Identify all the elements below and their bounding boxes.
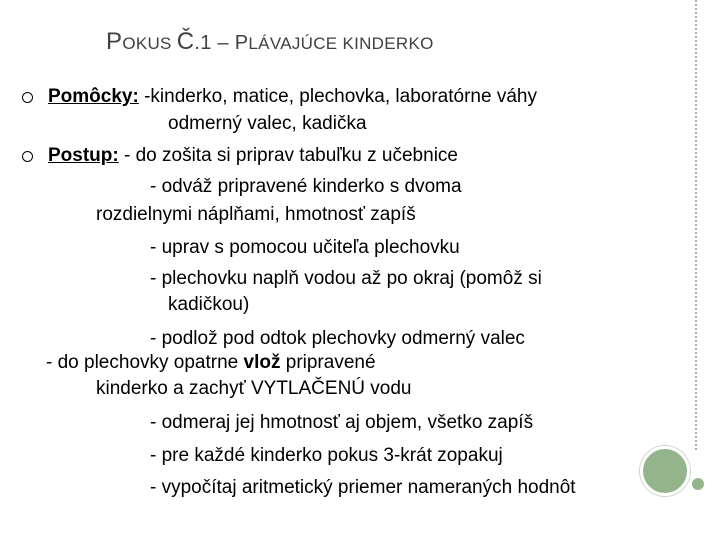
title-initial-3: P <box>234 32 249 54</box>
postup-step-2b: rozdielnymi náplňami, hmotnosť zapíš <box>96 204 416 225</box>
postup-step-4a: - plechovku naplň vodou až po okraj (pomôž si <box>150 268 542 289</box>
title-word-3: LÁVAJÚCE KINDERKO <box>248 34 434 53</box>
postup-step-1: - do zošita si priprav tabuľku z učebnice <box>118 145 458 166</box>
pomocky-line-2: odmerný valec, kadička <box>168 113 367 134</box>
postup-label: Postup: <box>48 145 119 166</box>
title-word-1: OKUS <box>122 34 177 53</box>
pomocky-label: Pomôcky: <box>48 86 139 107</box>
slide-title <box>106 28 434 56</box>
title-number: .1 – <box>194 32 235 54</box>
postup-step-6a-bold: vlož <box>243 352 281 373</box>
postup-step-9: - vypočítaj aritmetický priemer nameraných hodnôt <box>150 477 576 498</box>
pomocky-line-1 <box>48 86 537 108</box>
decorative-circle-large <box>640 446 690 496</box>
dotted-divider <box>695 0 697 450</box>
postup-step-8: - pre každé kinderko pokus 3-krát zopakuj <box>150 445 503 466</box>
title-initial-2: Č <box>176 28 195 55</box>
bullet-marker-pomocky <box>22 92 33 103</box>
pomocky-text-1: -kinderko, matice, plechovka, laboratórne váhy <box>138 86 537 107</box>
postup-step-6a-post: pripravené <box>280 352 376 373</box>
postup-step-6a <box>46 352 376 374</box>
postup-step-7: - odmeraj jej hmotnosť aj objem, všetko zapíš <box>150 412 534 433</box>
postup-step-3: - uprav s pomocou učiteľa plechovku <box>150 237 460 258</box>
postup-line-1 <box>48 145 458 167</box>
postup-step-6a-pre: - do plechovky opatrne <box>46 352 244 373</box>
postup-step-6b: kinderko a zachyť VYTLAČENÚ vodu <box>96 378 412 399</box>
postup-step-2a: - odváž pripravené kinderko s dvoma <box>150 176 462 197</box>
postup-step-5: - podlož pod odtok plechovky odmerný valec <box>150 328 525 349</box>
decorative-circle-small <box>692 478 704 490</box>
title-initial-1: P <box>106 28 123 55</box>
bullet-marker-postup <box>22 151 33 162</box>
postup-step-4b: kadičkou) <box>168 294 250 315</box>
